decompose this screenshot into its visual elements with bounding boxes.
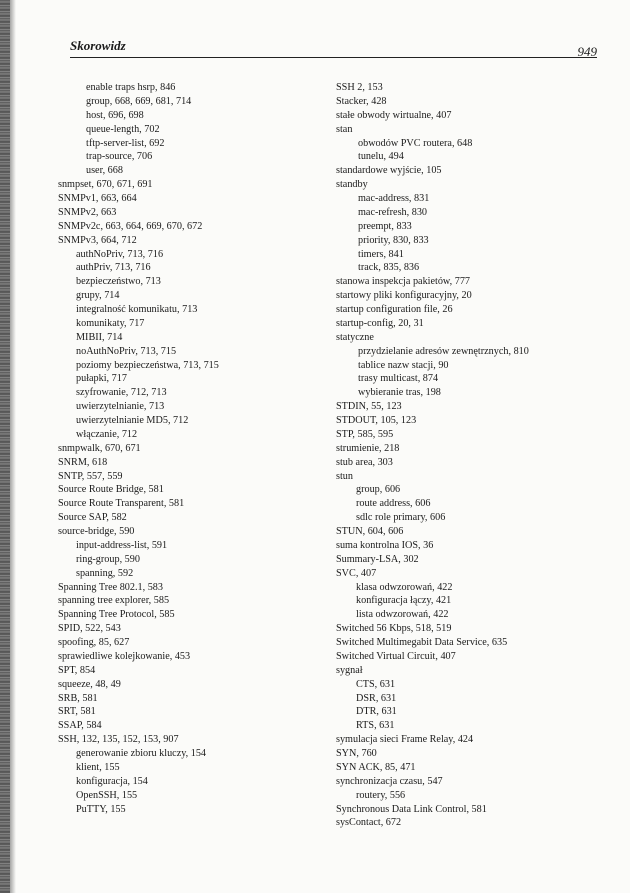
- index-subentry: klasa odwzorowań, 422: [356, 581, 453, 593]
- index-entry: startup-config, 20, 31: [336, 317, 424, 329]
- index-subentry: DTR, 631: [356, 706, 397, 718]
- index-entry: standardowe wyjście, 105: [336, 165, 442, 177]
- index-entry: squeeze, 48, 49: [58, 678, 121, 690]
- index-entry: SVC, 407: [336, 567, 377, 579]
- index-entry: Synchronous Data Link Control, 581: [336, 803, 487, 815]
- index-entry: Spanning Tree Protocol, 585: [58, 609, 175, 621]
- index-subentry: włączanie, 712: [76, 428, 138, 440]
- index-entry: SPID, 522, 543: [58, 623, 121, 635]
- index-entry: synchronizacja czasu, 547: [336, 775, 443, 787]
- index-entry: STP, 585, 595: [336, 428, 394, 440]
- index-entry: suma kontrolna IOS, 36: [336, 539, 434, 551]
- index-entry: SYN ACK, 85, 471: [336, 761, 416, 773]
- index-subentry: generowanie zbioru kluczy, 154: [76, 748, 207, 759]
- index-subentry: tablice nazw stacji, 90: [358, 359, 449, 371]
- index-entry: Switched 56 Kbps, 518, 519: [336, 623, 452, 635]
- index-entry: symulacja sieci Frame Relay, 424: [336, 734, 474, 746]
- index-subentry: priority, 830, 833: [358, 234, 429, 246]
- index-subentry: DSR, 631: [356, 692, 397, 704]
- index-entry: stan: [336, 123, 353, 135]
- index-subentry: lista odwzorowań, 422: [356, 609, 449, 621]
- index-entry: SSH 2, 153: [336, 82, 383, 93]
- index-entry: SSH, 132, 135, 152, 153, 907: [58, 734, 179, 746]
- header-rule: [70, 57, 597, 58]
- index-subentry: konfiguracja łączy, 421: [356, 595, 452, 607]
- index-entry: SNTP, 557, 559: [58, 470, 123, 482]
- index-subentry: tftp-server-list, 692: [86, 137, 165, 149]
- index-entry: sygnał: [336, 664, 363, 676]
- index-entry: spoofing, 85, 627: [58, 637, 130, 648]
- index-subentry: group, 606: [356, 484, 401, 496]
- index-subentry: preempt, 833: [358, 220, 412, 232]
- index-entry: startowy pliki konfiguracyjny, 20: [336, 290, 472, 302]
- index-entry: spanning tree explorer, 585: [58, 595, 170, 607]
- index-entry: STUN, 604, 606: [336, 526, 404, 537]
- index-entry: SNMPv1, 663, 664: [58, 193, 137, 204]
- index-entry: SYN, 760: [336, 748, 377, 759]
- index-subentry: host, 696, 698: [86, 109, 144, 121]
- index-subentry: szyfrowanie, 712, 713: [76, 387, 167, 399]
- index-subentry: input-address-list, 591: [76, 539, 168, 551]
- index-entry: stun: [336, 470, 353, 482]
- index-entry: stałe obwody wirtualne, 407: [336, 109, 452, 121]
- index-subentry: uwierzytelnianie, 713: [76, 401, 165, 413]
- index-subentry: OpenSSH, 155: [76, 789, 138, 801]
- index-entry: Stacker, 428: [336, 95, 387, 107]
- index-subentry: spanning, 592: [76, 567, 134, 579]
- binding-shadow: [10, 0, 16, 893]
- index-subentry: tunelu, 494: [358, 151, 404, 163]
- page-header: [70, 38, 597, 66]
- index-entry: statyczne: [336, 331, 374, 343]
- index-entry: Source Route Bridge, 581: [58, 484, 164, 496]
- index-entry: sysContact, 672: [336, 817, 402, 829]
- index-entry: Source SAP, 582: [58, 512, 127, 524]
- index-subentry: queue-length, 702: [86, 123, 160, 135]
- index-entry: SRT, 581: [58, 706, 96, 718]
- index-subentry: PuTTY, 155: [76, 803, 126, 815]
- index-entry: Spanning Tree 802.1, 583: [58, 581, 163, 593]
- index-subentry: noAuthNoPriv, 713, 715: [76, 345, 177, 357]
- index-entry: SNMPv2c, 663, 664, 669, 670, 672: [58, 220, 203, 232]
- index-entry: sprawiedliwe kolejkowanie, 453: [58, 650, 191, 662]
- index-entry: STDOUT, 105, 123: [336, 415, 417, 426]
- index-subentry: bezpieczeństwo, 713: [76, 276, 161, 288]
- index-entry: STDIN, 55, 123: [336, 401, 402, 413]
- index-entry: SPT, 854: [58, 664, 96, 676]
- index-entry: Switched Virtual Circuit, 407: [336, 650, 456, 662]
- index-subentry: sdlc role primary, 606: [356, 512, 446, 524]
- index-entry: Switched Multimegabit Data Service, 635: [336, 637, 508, 648]
- index-entry: snmpwalk, 670, 671: [58, 442, 141, 454]
- index-entry: SRB, 581: [58, 692, 98, 704]
- index-subentry: grupy, 714: [76, 290, 120, 302]
- index-entry: stanowa inspekcja pakietów, 777: [336, 276, 471, 288]
- index-subentry: ring-group, 590: [76, 553, 140, 565]
- index-entry: SSAP, 584: [58, 720, 102, 732]
- index-entry: snmpset, 670, 671, 691: [58, 179, 153, 191]
- index-subentry: poziomy bezpieczeństwa, 713, 715: [76, 359, 219, 371]
- index-subentry: group, 668, 669, 681, 714: [86, 95, 192, 107]
- index-entry: stub area, 303: [336, 456, 393, 468]
- page-number: 949: [577, 44, 597, 59]
- index-subentry: wybieranie tras, 198: [358, 387, 441, 399]
- index-subentry: klient, 155: [76, 761, 120, 773]
- index-entry: Summary-LSA, 302: [336, 553, 419, 565]
- index-entry: Source Route Transparent, 581: [58, 498, 185, 510]
- index-subentry: integralność komunikatu, 713: [76, 304, 198, 315]
- index-subentry: track, 835, 836: [358, 262, 420, 274]
- index-subentry: pułapki, 717: [76, 373, 127, 385]
- index-subentry: CTS, 631: [356, 678, 396, 690]
- index-subentry: obwodów PVC routera, 648: [358, 137, 473, 149]
- index-subentry: authPriv, 713, 716: [76, 262, 151, 274]
- index-entry: SNMPv3, 664, 712: [58, 234, 137, 246]
- index-column-left: [58, 81, 328, 816]
- index-entry: source-bridge, 590: [58, 526, 135, 537]
- index-entry: startup configuration file, 26: [336, 304, 453, 315]
- index-subentry: trap-source, 706: [86, 151, 153, 163]
- index-subentry: enable traps hsrp, 846: [86, 82, 176, 93]
- index-subentry: przydzielanie adresów zewnętrznych, 810: [358, 345, 529, 357]
- index-subentry: timers, 841: [358, 248, 404, 260]
- index-entry: SNRM, 618: [58, 456, 108, 468]
- index-subentry: trasy multicast, 874: [358, 373, 439, 385]
- index-subentry: uwierzytelnianie MD5, 712: [76, 415, 189, 426]
- index-subentry: route address, 606: [356, 498, 431, 510]
- index-subentry: RTS, 631: [356, 720, 395, 732]
- index-subentry: MIBII, 714: [76, 331, 123, 343]
- index-entry: strumienie, 218: [336, 442, 400, 454]
- index-subentry: routery, 556: [356, 789, 406, 801]
- book-binding-edge: [0, 0, 10, 893]
- index-column-right: [336, 81, 606, 830]
- index-entry: SNMPv2, 663: [58, 206, 117, 218]
- index-entry: standby: [336, 179, 368, 191]
- section-title: Skorowidz: [70, 38, 126, 53]
- index-subentry: mac-refresh, 830: [358, 206, 428, 218]
- index-subentry: mac-address, 831: [358, 193, 430, 204]
- index-subentry: konfiguracja, 154: [76, 775, 148, 787]
- index-subentry: user, 668: [86, 165, 123, 177]
- index-subentry: authNoPriv, 713, 716: [76, 248, 164, 260]
- index-subentry: komunikaty, 717: [76, 317, 145, 329]
